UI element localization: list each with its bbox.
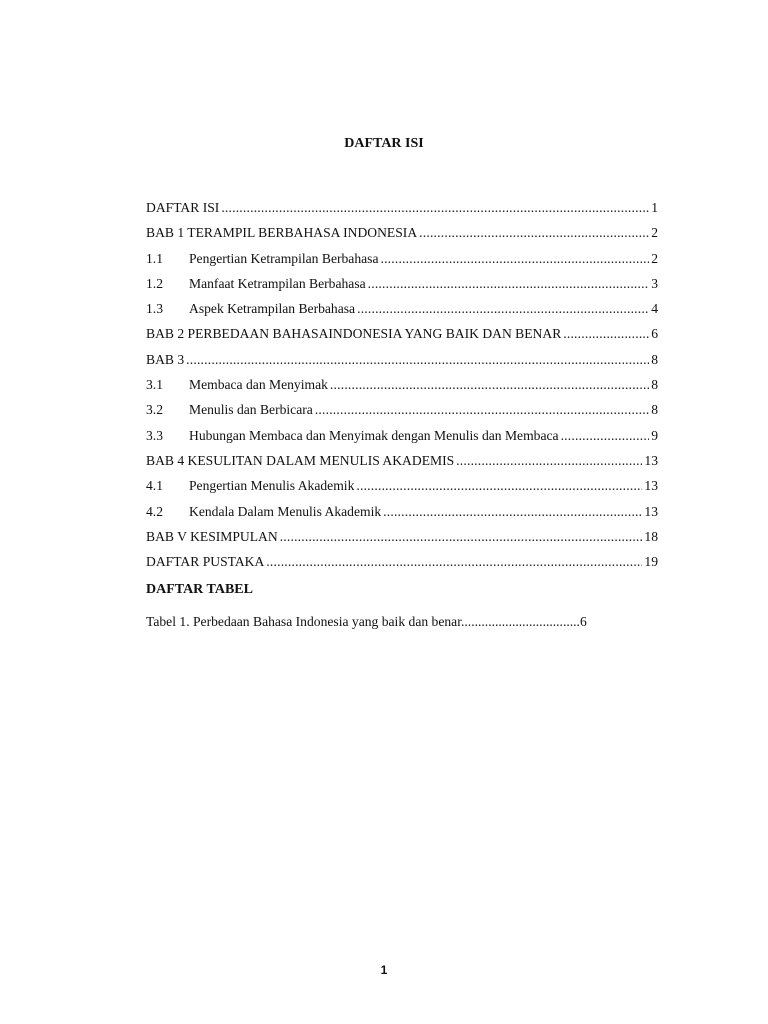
table-list-item <box>146 614 658 630</box>
toc-entry-page: 2 <box>651 225 658 241</box>
toc-entry-page: 9 <box>651 427 658 443</box>
toc-dot-leader <box>280 529 643 545</box>
table-of-contents <box>146 200 658 579</box>
toc-entry <box>146 251 658 276</box>
toc-entry <box>146 402 658 427</box>
toc-entry-number: 1.1 <box>146 250 163 266</box>
toc-entry-page: 18 <box>644 528 658 544</box>
toc-entry-page: 19 <box>644 554 658 570</box>
toc-entry <box>146 504 658 529</box>
toc-dot-leader <box>315 402 649 418</box>
toc-entry <box>146 301 658 326</box>
toc-entry-title: Aspek Ketrampilan Berbahasa <box>189 301 356 317</box>
toc-dot-leader <box>456 453 642 469</box>
toc-entry-title: DAFTAR ISI <box>146 200 220 215</box>
toc-dot-leader <box>330 377 649 393</box>
toc-entry-number: 3.2 <box>146 402 163 418</box>
toc-entry <box>146 377 658 402</box>
toc-entry-title: Pengertian Ketrampilan Berbahasa <box>189 250 379 266</box>
toc-entry-page: 8 <box>651 351 658 367</box>
toc-dot-leader <box>266 554 642 570</box>
toc-dot-leader <box>356 478 642 494</box>
toc-entry-title: BAB 1 TERAMPIL BERBAHASA INDONESIA <box>146 225 418 241</box>
tables-heading: DAFTAR TABEL <box>146 582 253 597</box>
toc-entry-number: 1.2 <box>146 275 163 291</box>
toc-entry <box>146 352 658 377</box>
toc-entry-page: 2 <box>651 250 658 266</box>
toc-entry-title: BAB V KESIMPULAN <box>146 528 278 544</box>
toc-entry-page: 1 <box>651 200 658 215</box>
toc-entry-number: 1.3 <box>146 301 163 317</box>
toc-entry <box>146 200 658 225</box>
toc-entry-title: Kendala Dalam Menulis Akademik <box>189 503 382 519</box>
toc-dot-leader <box>419 225 649 241</box>
toc-entry-number: 4.2 <box>146 503 163 519</box>
toc-entry <box>146 276 658 301</box>
toc-entry-title: Pengertian Menulis Akademik <box>189 478 355 494</box>
toc-entry <box>146 225 658 250</box>
toc-entry-number: 3.1 <box>146 377 163 393</box>
toc-entry-page: 3 <box>651 275 658 291</box>
toc-entry <box>146 554 658 579</box>
toc-entry-page: 13 <box>644 503 658 519</box>
toc-entry-number: 3.3 <box>146 427 163 443</box>
toc-entry-title: Hubungan Membaca dan Menyimak dengan Menulis dan Membaca <box>189 427 559 443</box>
toc-entry-page: 13 <box>644 478 658 494</box>
toc-dot-leader <box>221 200 649 216</box>
toc-entry-page: 4 <box>651 301 658 317</box>
toc-entry-page: 8 <box>651 402 658 418</box>
toc-entry-title: BAB 4 KESULITAN DALAM MENULIS AKADEMIS <box>146 452 455 468</box>
toc-dot-leader <box>186 352 649 368</box>
toc-dot-leader <box>383 504 642 520</box>
toc-dot-leader <box>561 428 650 444</box>
toc-entry <box>146 529 658 554</box>
toc-entry-title: Manfaat Ketrampilan Berbahasa <box>189 275 366 291</box>
toc-dot-leader <box>357 301 649 317</box>
table-entry-dots: ................................... <box>461 614 580 629</box>
toc-entry <box>146 428 658 453</box>
table-entry-text: Tabel 1. Perbedaan Bahasa Indonesia yang baik dan benar <box>146 614 461 629</box>
table-entry-page: 6 <box>579 614 587 629</box>
toc-entry-title: Menulis dan Berbicara <box>189 402 313 418</box>
toc-dot-leader <box>380 251 649 267</box>
toc-entry-title: BAB 3 <box>146 351 185 367</box>
toc-entry-number: 4.1 <box>146 478 163 494</box>
toc-entry-title: Membaca dan Menyimak <box>189 377 328 393</box>
toc-dot-leader <box>563 326 649 342</box>
toc-entry <box>146 326 658 351</box>
toc-dot-leader <box>368 276 650 292</box>
toc-entry <box>146 453 658 478</box>
toc-entry-title: BAB 2 PERBEDAAN BAHASAINDONESIA YANG BAIK DAN BENAR <box>146 326 562 342</box>
toc-entry-page: 6 <box>651 326 658 342</box>
toc-entry <box>146 478 658 503</box>
page-number: 1 <box>380 963 388 977</box>
toc-entry-page: 13 <box>644 452 658 468</box>
page-title: DAFTAR ISI <box>344 136 424 151</box>
toc-entry-title: DAFTAR PUSTAKA <box>146 554 265 570</box>
toc-entry-page: 8 <box>651 377 658 393</box>
